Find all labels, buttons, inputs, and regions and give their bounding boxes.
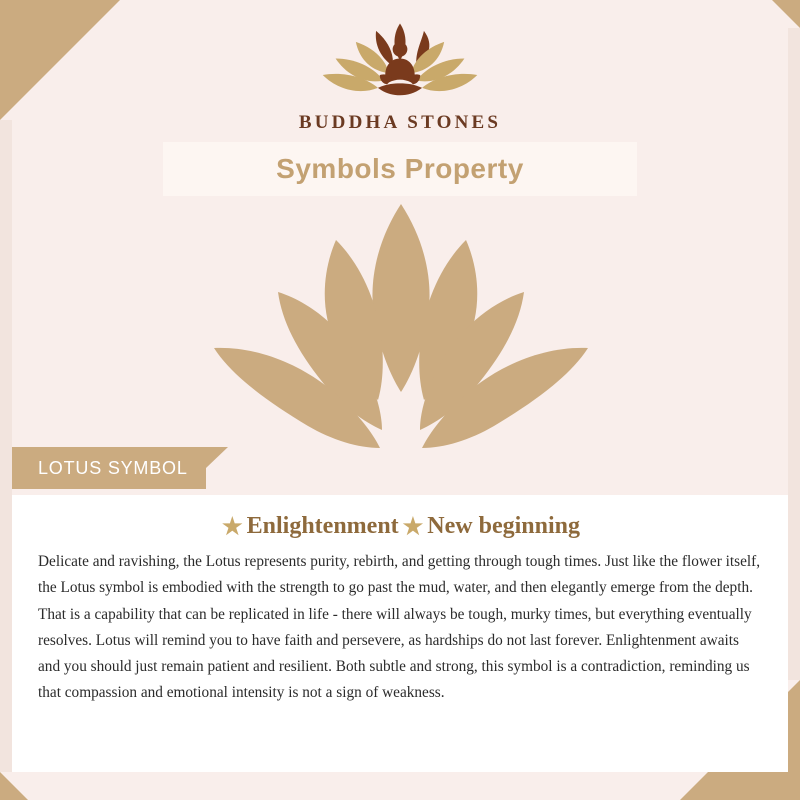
ribbon-tail: [206, 447, 228, 489]
star-icon-right: ★: [402, 514, 424, 539]
description-paragraph: Delicate and ravishing, the Lotus represents purity, rebirth, and getting through tough times. Just like the flower itself, the Lotus symbol is embodied with the strength to go past the mud, water, and then elegantly emerge from the depth. That is a capability that can be replicated in life - there will always be tough, murky times, but everything eventually resolves. Lotus will remind you to have faith and persevere, as hardships do not last forever. Enlightenment awaits and you should just remain patient and resilient. Both subtle and strong, this symbol is a contradiction, reminding us that compassion and emotional intensity is not a sign of weakness.: [38, 553, 761, 702]
corner-decoration-bottom-left: [0, 772, 28, 800]
headline-left: Enlightenment: [246, 513, 399, 539]
brand-name: BUDDHA STONES: [298, 112, 502, 133]
ribbon-body: [12, 447, 206, 489]
star-icon-left: ★: [222, 514, 243, 539]
ribbon-label: LOTUS SYMBOL: [38, 457, 188, 478]
page-title: Symbols Property: [276, 153, 524, 184]
headline: [38, 513, 762, 540]
headline-right: New beginning: [427, 513, 580, 539]
description-panel: [12, 495, 788, 772]
lotus-meditating-figure-icon: [308, 18, 492, 110]
brand-logo: [0, 18, 800, 134]
lotus-flower-icon: [186, 196, 616, 476]
title-banner: [163, 142, 637, 196]
lotus-symbol-ribbon: [12, 447, 228, 489]
left-edge-stripe: [0, 120, 12, 772]
